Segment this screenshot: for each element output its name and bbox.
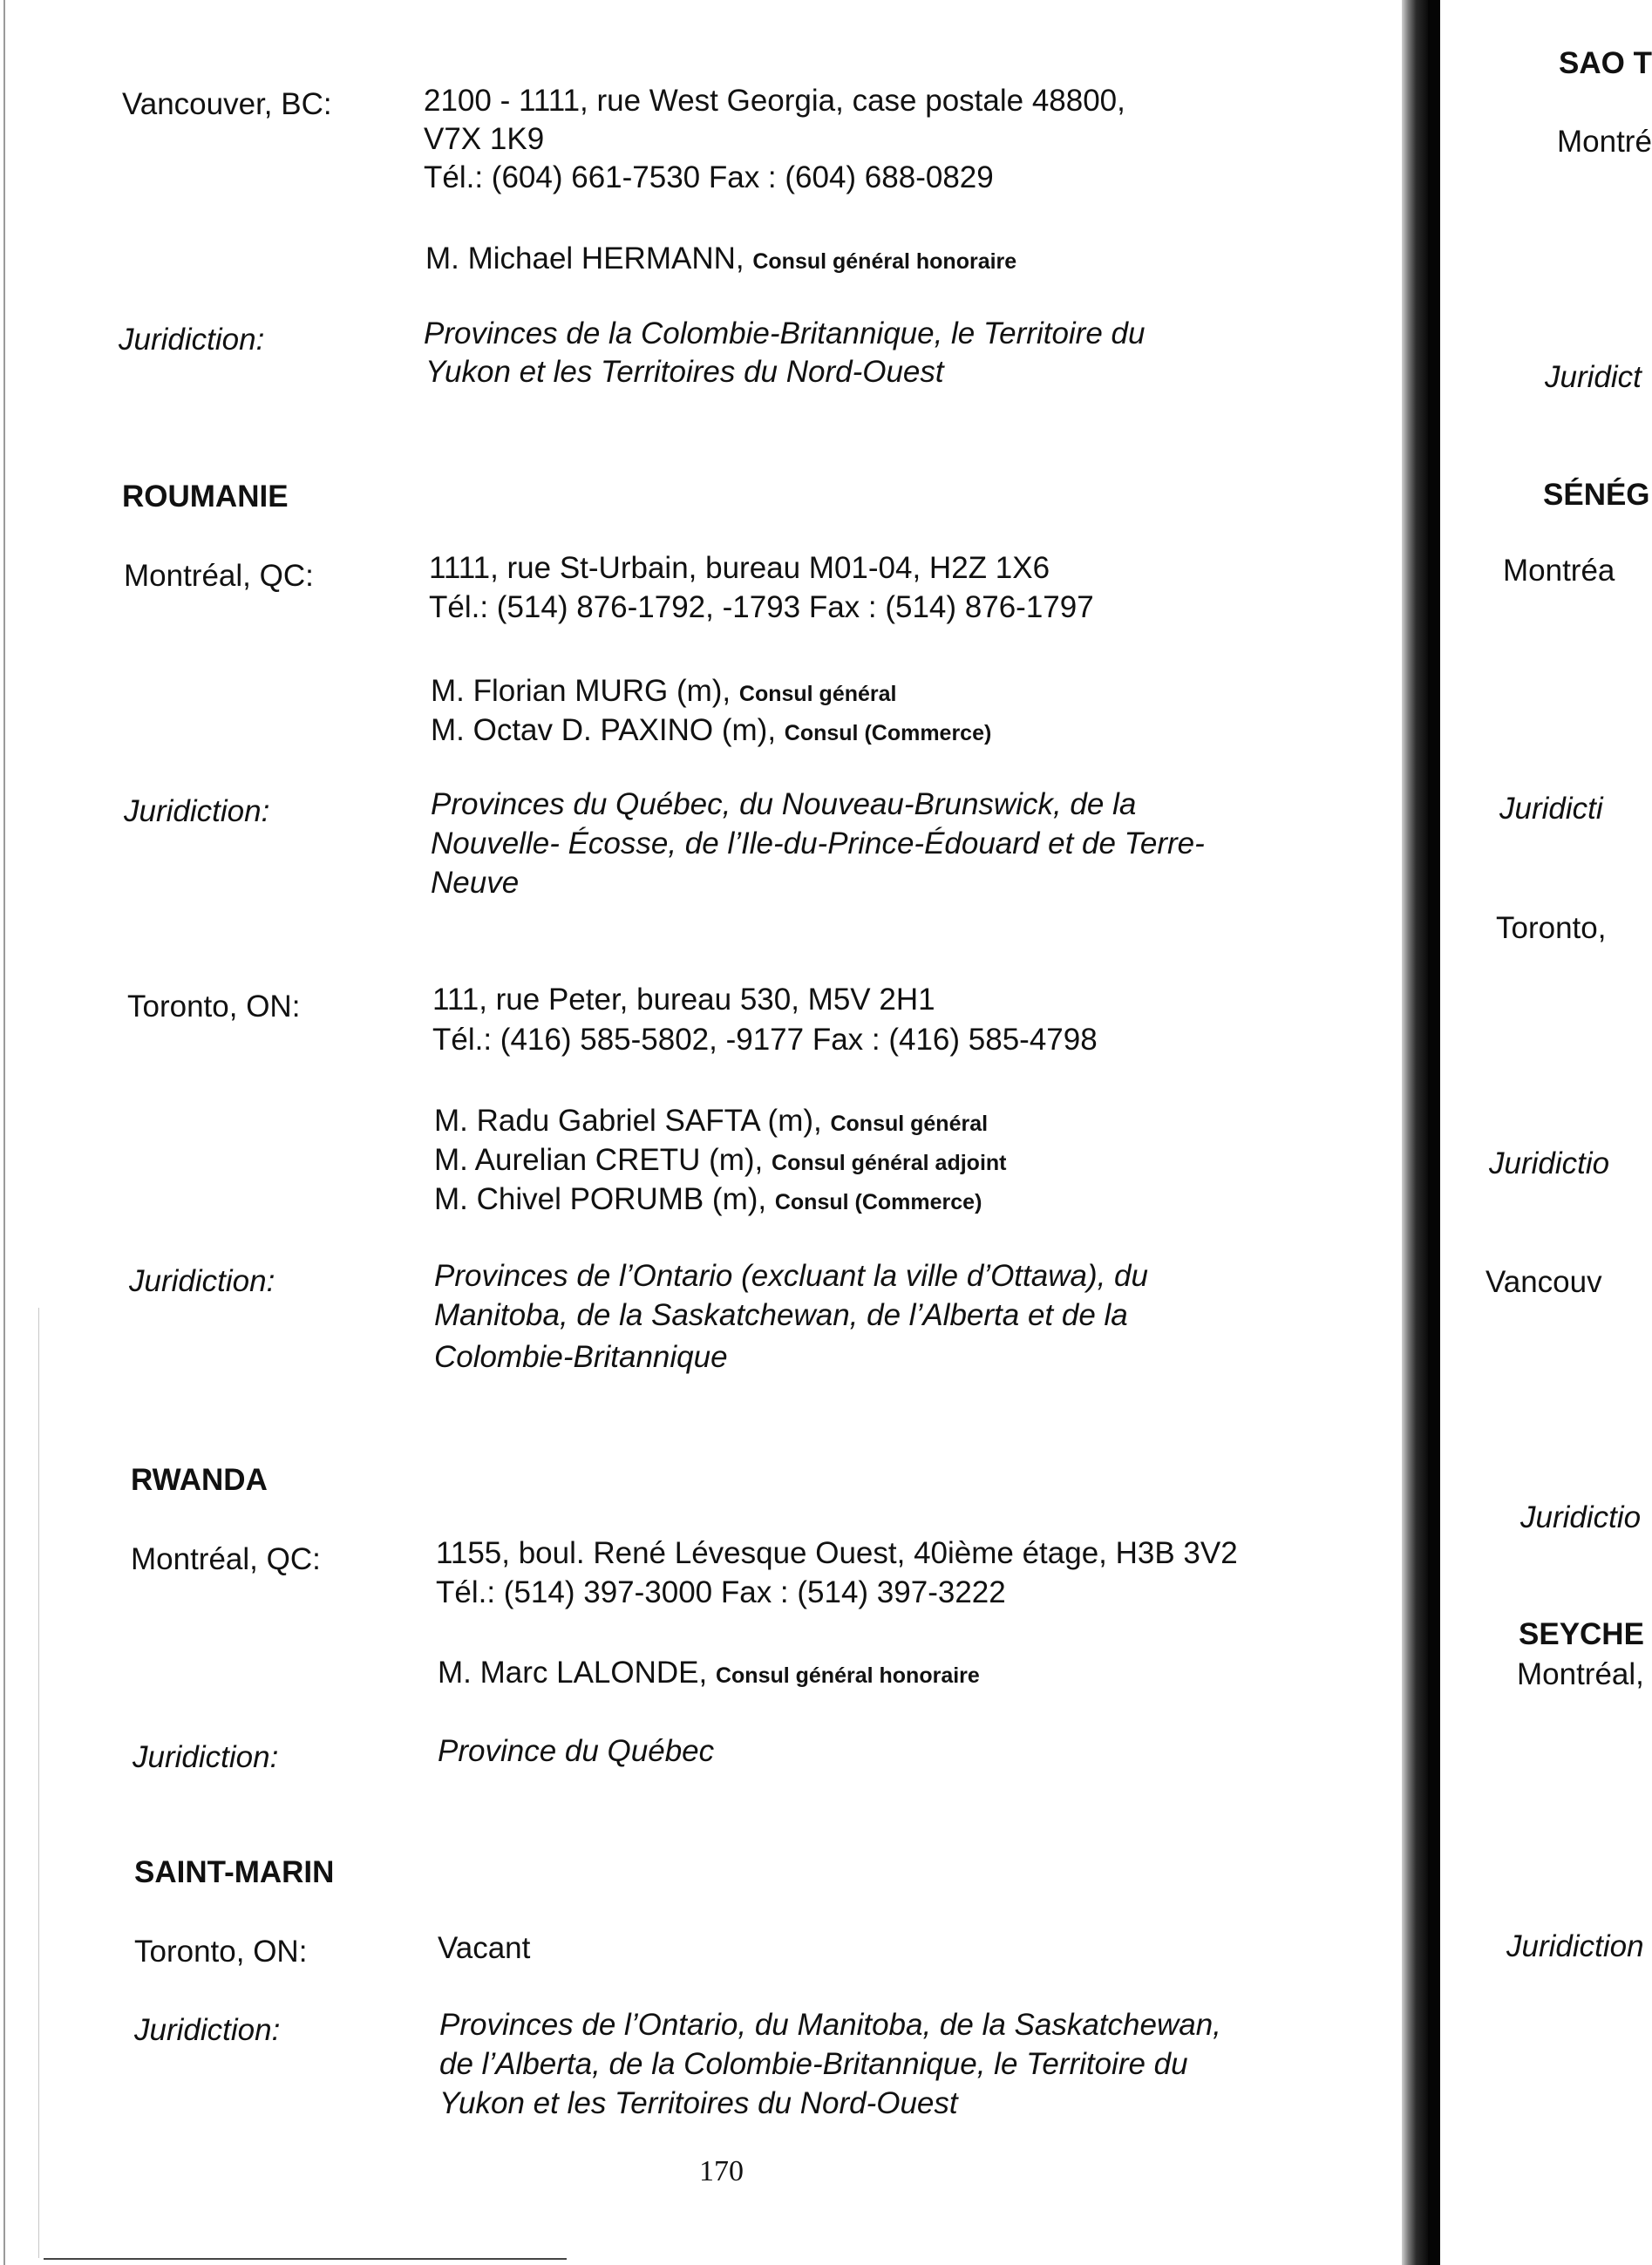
consul-name: M. Michael HERMANN, xyxy=(425,241,744,275)
right-fragment-city: Montré xyxy=(1557,125,1652,159)
city-label-montreal: Montréal, QC: xyxy=(131,1542,321,1576)
right-fragment-jurisdiction: Juridicti xyxy=(1499,792,1603,826)
jurisdiction-text: de l’Alberta, de la Colombie-Britannique, le Territoire du xyxy=(439,2047,1188,2081)
jurisdiction-text: Province du Québec xyxy=(438,1734,715,1768)
city-label-montreal: Montréal, QC: xyxy=(124,559,314,593)
consul-role: Consul général xyxy=(830,1112,989,1136)
bottom-edge-line xyxy=(44,2258,567,2260)
consul-role: Consul (Commerce) xyxy=(784,721,992,745)
jurisdiction-label: Juridiction: xyxy=(124,794,270,828)
city-label-toronto: Toronto, ON: xyxy=(134,1935,308,1969)
consul-entry xyxy=(434,1101,988,1144)
page-edge-line xyxy=(3,0,5,2265)
jurisdiction-text: Colombie-Britannique xyxy=(434,1340,728,1374)
right-fragment-city: Montréal, xyxy=(1517,1657,1644,1691)
right-fragment-jurisdiction: Juridict xyxy=(1545,360,1642,394)
country-heading: RWANDA xyxy=(131,1463,268,1497)
phone-fax: Tél.: (604) 661-7530 Fax : (604) 688-0829 xyxy=(424,160,994,194)
jurisdiction-text: Neuve xyxy=(431,866,520,900)
vacant-status: Vacant xyxy=(438,1931,531,1965)
consul-role: Consul (Commerce) xyxy=(774,1190,982,1214)
consul-name: M. Octav D. PAXINO (m), xyxy=(431,713,777,747)
right-fragment-jurisdiction: Juridictio xyxy=(1489,1146,1610,1180)
consul-entry xyxy=(438,1653,980,1696)
jurisdiction-label: Juridiction: xyxy=(119,323,265,357)
consul-entry xyxy=(431,671,896,714)
book-spine-shadow xyxy=(1402,0,1428,2265)
phone-fax: Tél.: (514) 397-3000 Fax : (514) 397-3222 xyxy=(436,1575,1006,1609)
consul-role: Consul général adjoint xyxy=(772,1151,1007,1175)
jurisdiction-text: Provinces de l’Ontario, du Manitoba, de la Saskatchewan, xyxy=(439,2008,1221,2042)
jurisdiction-text: Manitoba, de la Saskatchewan, de l’Alberta et de la xyxy=(434,1298,1128,1332)
phone-fax: Tél.: (514) 876-1792, -1793 Fax : (514) 876-1797 xyxy=(429,590,1094,624)
address-line: 1155, boul. René Lévesque Ouest, 40ième étage, H3B 3V2 xyxy=(436,1536,1238,1570)
consul-entry xyxy=(434,1180,982,1222)
consul-role: Consul général honoraire xyxy=(715,1663,980,1688)
jurisdiction-text: Provinces du Québec, du Nouveau-Brunswick, de la xyxy=(431,787,1137,821)
country-heading: ROUMANIE xyxy=(122,480,289,514)
address-line: 2100 - 1111, rue West Georgia, case postale 48800, xyxy=(424,84,1125,118)
right-fragment-heading: SAO T xyxy=(1559,46,1652,80)
jurisdiction-label: Juridiction: xyxy=(129,1264,275,1298)
book-spine-gutter xyxy=(1428,0,1440,2265)
consul-name: M. Marc LALONDE, xyxy=(438,1656,708,1690)
consul-role: Consul général honoraire xyxy=(752,249,1017,274)
right-fragment-jurisdiction: Juridiction xyxy=(1506,1929,1644,1963)
phone-fax: Tél.: (416) 585-5802, -9177 Fax : (416) 585-4798 xyxy=(432,1023,1098,1057)
city-label-vancouver: Vancouver, BC: xyxy=(122,87,332,121)
address-line: V7X 1K9 xyxy=(424,122,545,156)
jurisdiction-label: Juridiction: xyxy=(134,2013,281,2047)
right-fragment-heading: SEYCHE xyxy=(1519,1617,1644,1651)
jurisdiction-label: Juridiction: xyxy=(133,1740,279,1774)
jurisdiction-text: Provinces de la Colombie-Britannique, le Territoire du xyxy=(424,316,1146,350)
consul-name: M. Chivel PORUMB (m), xyxy=(434,1182,767,1216)
consul-name: M. Florian MURG (m), xyxy=(431,674,731,708)
right-fragment-jurisdiction: Juridictio xyxy=(1520,1500,1642,1534)
page-number: 170 xyxy=(699,2155,744,2187)
jurisdiction-text: Yukon et les Territoires du Nord-Ouest xyxy=(439,2086,958,2120)
jurisdiction-text: Provinces de l’Ontario (excluant la ville d’Ottawa), du xyxy=(434,1259,1148,1293)
address-line: 1111, rue St-Urbain, bureau M01-04, H2Z 1X6 xyxy=(429,551,1050,585)
country-heading: SAINT-MARIN xyxy=(134,1855,335,1889)
jurisdiction-text: Nouvelle- Écosse, de l’Ile-du-Prince-Édouard et de Terre- xyxy=(431,826,1205,860)
jurisdiction-text: Yukon et les Territoires du Nord-Ouest xyxy=(425,355,944,389)
address-line: 111, rue Peter, bureau 530, M5V 2H1 xyxy=(432,983,935,1017)
right-fragment-city: Toronto, xyxy=(1496,911,1607,945)
city-label-toronto: Toronto, ON: xyxy=(127,990,301,1024)
right-fragment-city: Vancouv xyxy=(1485,1265,1602,1299)
page-edge-line-faint xyxy=(38,1308,39,2258)
consul-name: M. Radu Gabriel SAFTA (m), xyxy=(434,1104,822,1138)
right-fragment-heading: SÉNÉG xyxy=(1543,478,1650,512)
consul-name: M. Aurelian CRETU (m), xyxy=(434,1143,764,1177)
consul-role: Consul général xyxy=(738,682,897,706)
consul-entry xyxy=(425,239,1016,282)
right-fragment-city: Montréa xyxy=(1503,554,1615,588)
consul-entry xyxy=(431,711,991,753)
consul-entry xyxy=(434,1140,1007,1183)
